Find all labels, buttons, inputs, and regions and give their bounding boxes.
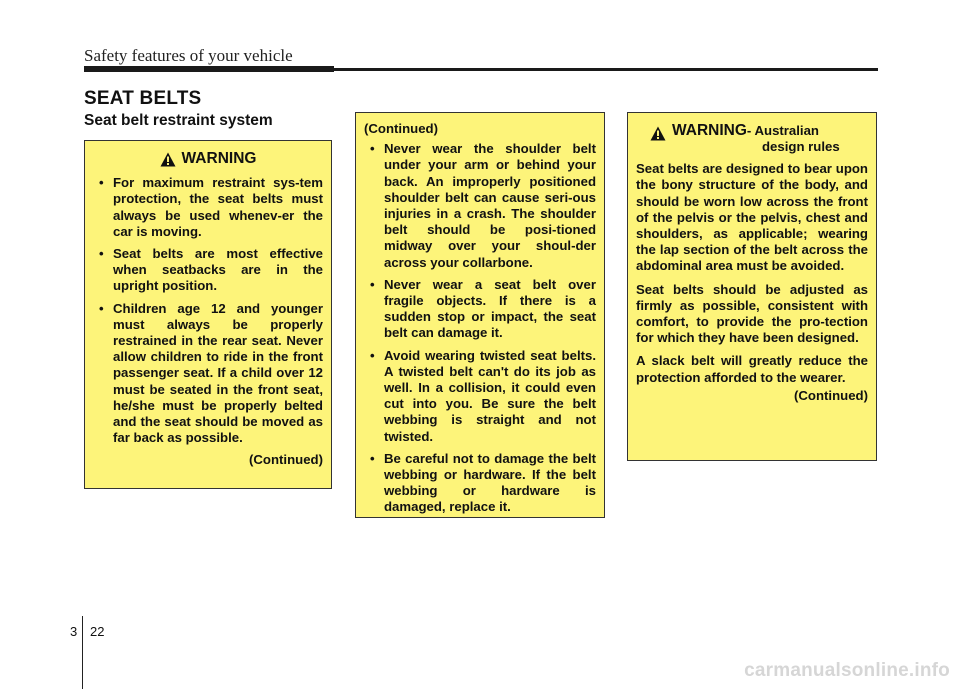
warning-heading-3: [636, 123, 868, 155]
header-rule-accent: [84, 66, 334, 72]
warning-list-2: [364, 141, 596, 515]
warning-list-1: [93, 175, 323, 446]
continued-label: (Continued): [794, 387, 868, 403]
warning-heading-1: [93, 151, 323, 167]
list-item: • Never wear the shoulder belt under your arm or behind your back. An improperly positioned shoulder belt can cause seri-ous injuries in a crash. The shoulder belt should be posi-tioned midway over your shoul-der across your collarbone.: [364, 141, 596, 271]
list-item: • Be careful not to damage the belt webbing or hardware. If the belt webbing or hardware is damaged, replace it.: [364, 451, 596, 516]
section-title: SEAT BELTS: [84, 88, 202, 109]
warning-paragraph: Seat belts are designed to bear upon the bony structure of the body, and should be worn low across the front of the pelvis or the pelvis, chest and shoulders, as applicable; wearing the lap section of the belt across the abdominal area must be avoided.: [636, 161, 868, 274]
page-number: 22: [90, 624, 105, 639]
watermark: carmanualsonline.info: [744, 660, 950, 681]
chapter-number: 3: [70, 624, 78, 639]
continued-label: (Continued): [249, 452, 323, 468]
warning-paragraph: Seat belts should be adjusted as firmly as possible, consistent with comfort, to provide the pro-tection for which they have been designed.: [636, 281, 868, 346]
page-header-title: Safety features of your vehicle: [84, 46, 293, 65]
subsection-title: Seat belt restraint system: [84, 112, 273, 129]
warning-label: WARNING: [181, 150, 257, 167]
warning-sub-line-2: design rules: [762, 139, 840, 155]
list-item: • Seat belts are most effective when seatbacks are in the upright position.: [93, 246, 323, 295]
list-item: • Never wear a seat belt over fragile objects. If there is a sudden stop or impact, the seat belt can damage it.: [364, 277, 596, 342]
warning-sub-line-1: - Australian: [746, 123, 819, 138]
warning-triangle-icon: [650, 126, 666, 141]
list-item: • Avoid wearing twisted seat belts. A twisted belt can't do its job as well. In a collision, it could even cut into you. Be sure the belt webbing is straight and not twisted.: [364, 348, 596, 445]
warning-box-1: [84, 140, 332, 489]
warning-paragraph: A slack belt will greatly reduce the protection afforded to the wearer.: [636, 353, 868, 385]
warning-label: WARNING: [672, 122, 747, 139]
warning-box-2: [355, 112, 605, 518]
warning-triangle-icon: [160, 152, 176, 167]
page-divider: [82, 616, 83, 689]
list-item: • For maximum restraint sys-tem protection, the seat belts must always be used whenev-er the car is moving.: [93, 175, 323, 240]
warning-box-3: [627, 112, 877, 461]
list-item: • Children age 12 and younger must always be properly restrained in the rear seat. Never allow children to ride in the front passenger seat. If a child over 12 must be seated in the front seat, he/she must be properly belted and the seat should be moved as far back as possible.: [93, 301, 323, 447]
continued-label: (Continued): [364, 121, 438, 136]
